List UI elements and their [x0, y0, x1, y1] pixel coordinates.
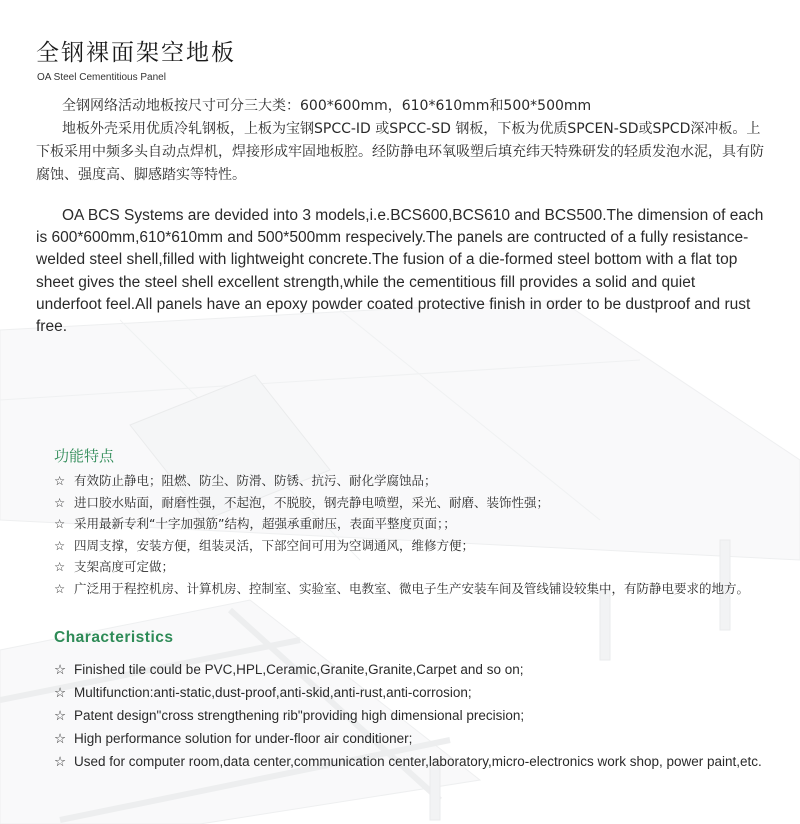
list-item	[54, 660, 764, 680]
list-item-text: Finished tile could be PVC,HPL,Ceramic,Granite,Granite,Carpet and so on;	[74, 662, 524, 677]
list-item-text: Multifunction:anti-static,dust-proof,anti-skid,anti-rust,anti-corrosion;	[74, 685, 472, 700]
list-item	[54, 535, 774, 557]
list-item	[54, 752, 764, 772]
list-item-text: 进口胶水贴面，耐磨性强，不起泡，不脱胶，钢壳静电喷塑，采光、耐磨、装饰性强；	[74, 494, 550, 510]
chinese-intro	[36, 95, 764, 187]
star-icon: ☆	[54, 662, 67, 678]
list-item-text: 支架高度可定做；	[74, 559, 175, 574]
star-icon: ☆	[54, 473, 66, 488]
star-icon: ☆	[54, 731, 67, 747]
star-icon: ☆	[54, 754, 67, 770]
list-item-text: 有效防止静电；阻燃、防尘、防滑、防锈、抗污、耐化学腐蚀品；	[74, 473, 437, 488]
list-item-text: 广泛用于程控机房、计算机房、控制室、实验室、电教室、微电子生产安装车间及管线铺设较集中，有防静电要求的地方。	[74, 580, 750, 596]
star-icon: ☆	[54, 537, 66, 553]
features-list-cn	[54, 470, 774, 599]
star-icon: ☆	[54, 494, 66, 510]
list-item	[54, 729, 764, 749]
star-icon: ☆	[54, 516, 66, 531]
star-icon: ☆	[54, 559, 66, 574]
list-item	[54, 683, 764, 703]
chinese-intro-paragraph-1: 全钢网络活动地板按尺寸可分三大类：600*600mm，610*610mm和500*500mm	[62, 98, 592, 114]
list-item-text: Used for computer room,data center,communication center,laboratory,micro-electronics work shop, power paint,etc.	[74, 754, 762, 769]
page-subtitle: OA Steel Cementitious Panel	[37, 72, 166, 83]
english-intro-paragraph: OA BCS Systems are devided into 3 models,i.e.BCS600,BCS610 and BCS500.The dimension of each is 600*600mm,610*610mm and 500*500mm respecively.The panels are contructed of a fully resistance-welded steel shell,filled with lightweight concrete.The fusion of a die-formed steel bottom with a flat top sheet gives the steel shell excellent strength,while the cementitious fill provides a solid and quiet underfoot feel.All panels have an epoxy powder coated protective finish in order to be dustproof and rust free.	[36, 207, 764, 336]
list-item	[54, 470, 774, 492]
star-icon: ☆	[54, 580, 66, 596]
characteristics-heading: Characteristics	[54, 629, 174, 646]
star-icon: ☆	[54, 708, 67, 724]
list-item-text: High performance solution for under-floor air conditioner;	[74, 731, 413, 746]
list-item	[54, 578, 774, 600]
list-item-text: 采用最新专利“十字加强筋”结构，超强承重耐压，表面平整度页面；；	[74, 516, 456, 531]
list-item-text: Patent design"cross strengthening rib"providing high dimensional precision;	[74, 708, 525, 723]
list-item	[54, 492, 774, 514]
list-item	[54, 706, 764, 726]
page-title: 全钢裸面架空地板	[36, 40, 236, 66]
star-icon: ☆	[54, 685, 67, 701]
characteristics-list	[54, 660, 764, 775]
list-item	[54, 556, 774, 578]
features-heading-cn: 功能特点	[54, 447, 115, 465]
list-item-text: 四周支撑，安装方便，组装灵活，下部空间可用为空调通风，维修方便；	[74, 537, 475, 553]
list-item	[54, 513, 774, 535]
chinese-intro-paragraph-2: 地板外壳采用优质冷轧钢板，上板为宝钢SPCC-ID 或SPCC-SD 钢板，下板为优质SPCEN-SD或SPCD深冲板。上下板采用中频多头自动点焊机，焊接形成牢固地板腔。经防静电环氧吸塑后填充纬天特殊研发的轻质发泡水泥，具有防腐蚀、强度高、脚感踏实等特性。	[36, 121, 764, 183]
